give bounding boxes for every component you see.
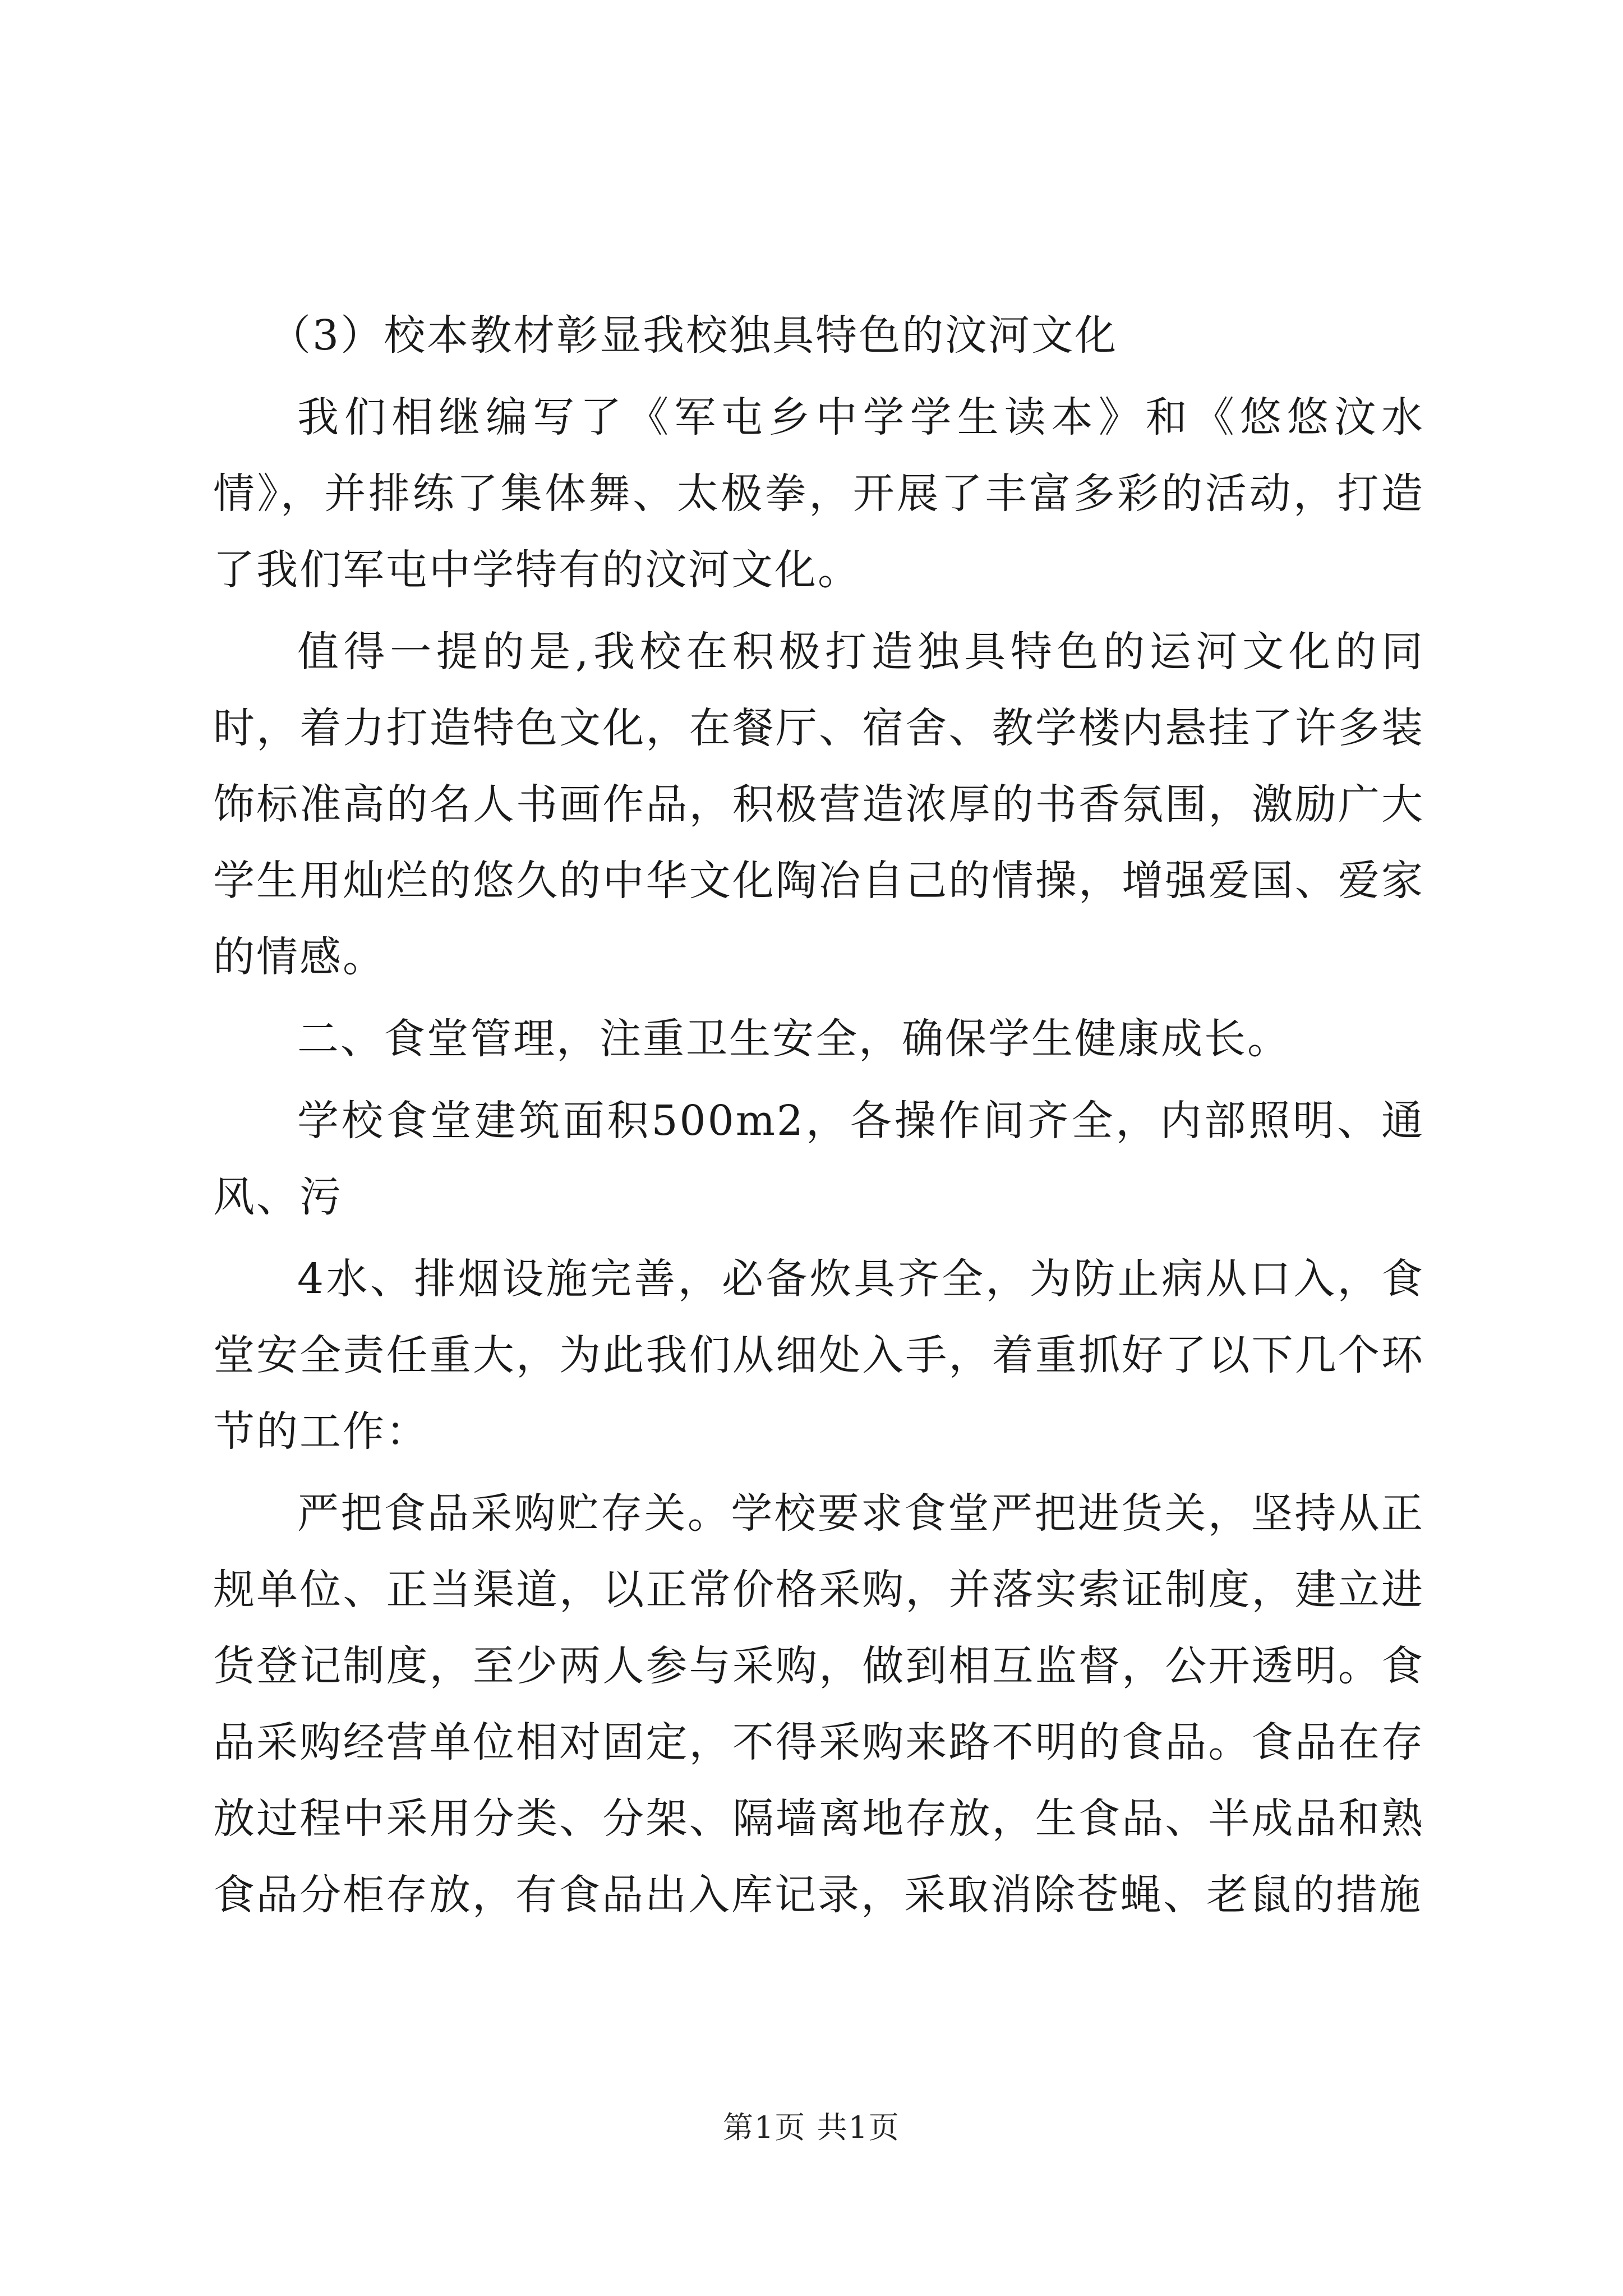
paragraph: 学校食堂建筑面积500m2，各操作间齐全，内部照明、通风、污 (213, 1097, 1424, 1221)
section-heading: 二、食堂管理，注重卫生安全，确保学生健康成长。 (297, 1015, 1290, 1063)
page-footer: 第1页 共1页 (723, 2110, 900, 2145)
paragraph: 值得一提的是,我校在积极打造独具特色的运河文化的同时，着力打造特色文化，在餐厅、宿舍、教学楼内悬挂了许多装饰标准高的名人书画作品，积极营造浓厚的书香氛围，激励广大学生用灿烂的悠久的中华文化陶冶自己的情操，增强爱国、爱家的情感。 (213, 628, 1424, 981)
section-heading: （3）校本教材彰显我校独具特色的汶河文化 (269, 311, 1118, 360)
document-body (213, 297, 1424, 1939)
paragraph: 我们相继编写了《军屯乡中学学生读本》和《悠悠汶水情》，并排练了集体舞、太极拳，开展了丰富多彩的活动，打造了我们军屯中学特有的汶河文化。 (213, 393, 1424, 594)
paragraph: 4水、排烟设施完善，必备炊具齐全，为防止病从口入，食堂安全责任重大，为此我们从细处入手，着重抓好了以下几个环节的工作： (213, 1255, 1424, 1456)
paragraph: 严把食品采购贮存关。学校要求食堂严把进货关，坚持从正规单位、正当渠道，以正常价格采购，并落实索证制度，建立进货登记制度，至少两人参与采购，做到相互监督，公开透明。食品采购经营单位相对固定，不得采购来路不明的食品。食品在存放过程中采用分类、分架、隔墙离地存放，生食品、半成品和熟食品分柜存放，有食品出入库记录，采取消除苍蝇、老鼠的措施 (213, 1489, 1424, 1919)
